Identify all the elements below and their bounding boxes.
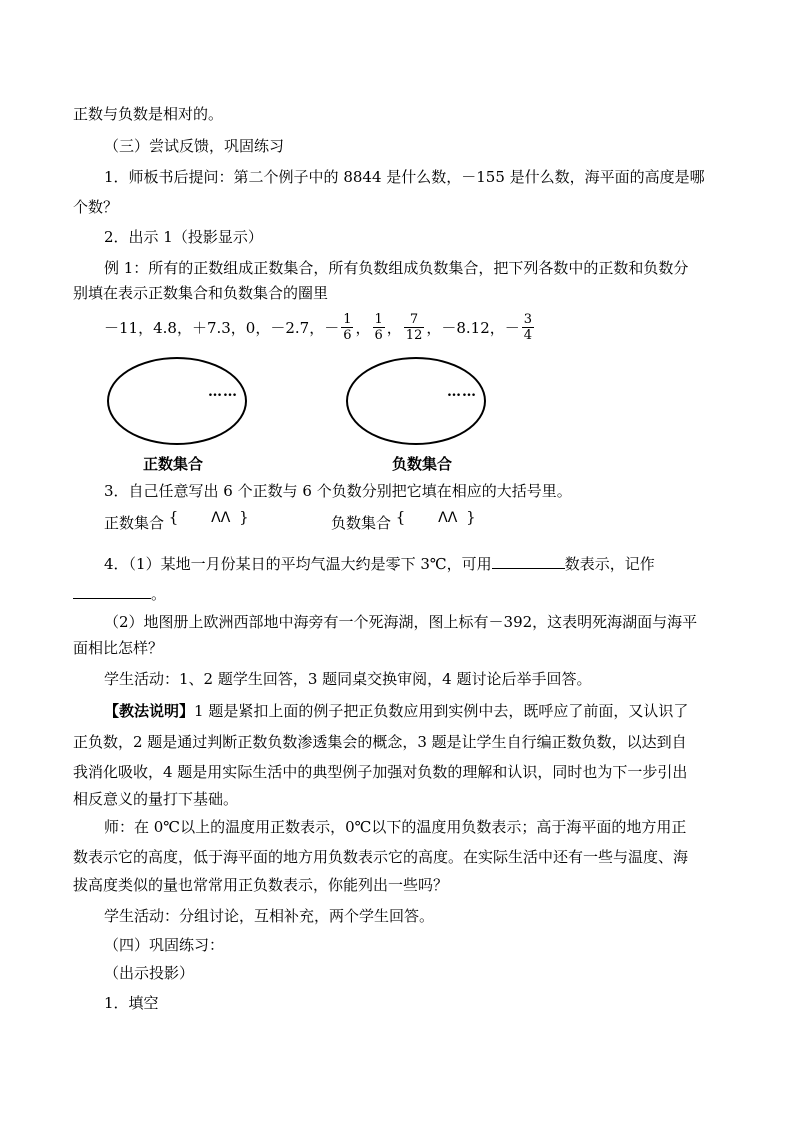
positive-brace-open: { [168, 508, 179, 526]
question-4-period: 。 [151, 585, 167, 603]
number-list-part-1: －11，4.8，＋7.3，0，－2.7，－ [104, 318, 340, 337]
negative-brace-label: 负数集合 [331, 514, 392, 532]
method-note-line-2: 正负数，2 题是通过判断正数负数渗透集会的概念，3 题是让学生自行编正数负数，以达到自 [73, 733, 687, 751]
fraction-3-numerator: 7 [404, 312, 425, 328]
fraction-2 [373, 312, 385, 343]
fraction-4-numerator: 3 [523, 311, 533, 327]
fraction-1-denominator: 6 [343, 327, 352, 343]
teacher-line-3: 拔高度类似的量也常常用正负数表示，你能列出一些吗？ [73, 876, 449, 894]
fraction-2-denominator: 6 [374, 327, 383, 343]
fraction-4 [522, 312, 534, 343]
method-note-tag: 【教法说明】 [104, 702, 195, 720]
intro-text: 正数与负数是相对的。 [73, 105, 224, 123]
method-note-text: 1 题是紧扣上面的例子把正负数应用到实例中去，既呼应了前面，又认识了 [194, 702, 689, 720]
answer-blank-2[interactable] [73, 582, 151, 599]
student-activity-1: 学生活动：1、2 题学生回答，3 题同桌交换审阅，4 题讨论后举手回答。 [104, 670, 592, 688]
question-4-text-a: 4．（1）某地一月份某日的平均气温大约是零下 3℃，可用 [104, 555, 492, 573]
section-3-title: （三）尝试反馈，巩固练习 [104, 137, 285, 155]
question-2: 2．出示 1（投影显示） [104, 228, 263, 246]
student-activity-2: 学生活动：分组讨论，互相补充，两个学生回答。 [104, 907, 435, 925]
negative-set-ellipse [346, 357, 486, 445]
positive-brace-label: 正数集合 [104, 514, 165, 532]
positive-set-dots: …… [208, 384, 238, 400]
show-projection: （出示投影） [104, 964, 195, 982]
positive-brace-content: ΛΛ [211, 510, 231, 526]
positive-brace-close: } [239, 508, 249, 526]
question-1-line-2: 个数？ [73, 198, 119, 216]
method-note-line-4: 相反意义的量打下基础。 [73, 790, 239, 808]
question-4-part-2-line-1: （2）地图册上欧洲西部地中海旁有一个死海湖，图上标有－392，这表明死海湖面与海平 [104, 613, 698, 631]
negative-set-dots: …… [447, 384, 477, 400]
fraction-1-numerator: 1 [343, 311, 352, 327]
number-list-part-2: ，－8.12，－ [426, 318, 520, 337]
negative-brace-close: } [466, 508, 476, 526]
method-note-line-1 [104, 701, 688, 721]
fraction-3-denominator: 12 [405, 327, 423, 343]
separator-1: ， [355, 318, 371, 337]
method-note-line-3: 我消化吸收，4 题是用实际生活中的典型例子加强对负数的理解和认识，同时也为下一步引出 [73, 763, 688, 781]
positive-set-label: 正数集合 [143, 455, 204, 473]
separator-2: ， [386, 318, 402, 337]
positive-brace-set [104, 508, 249, 534]
question-4-part-1-line-2 [73, 582, 166, 604]
fill-in-title: 1．填空 [104, 994, 159, 1012]
fraction-3 [404, 312, 425, 343]
positive-set-ellipse [107, 357, 247, 445]
negative-set-label: 负数集合 [392, 455, 453, 473]
teacher-line-2: 数表示它的高度，低于海平面的地方用负数表示它的高度。在实际生活中还有一些与温度、海 [73, 848, 689, 866]
negative-brace-set [331, 508, 476, 534]
question-1-line-1: 1．师板书后提问：第二个例子中的 8844 是什么数，－155 是什么数，海平面的高度是哪 [104, 168, 705, 186]
negative-brace-content: ΛΛ [438, 510, 458, 526]
section-4-title: （四）巩固练习： [104, 936, 225, 954]
example-1-line-1: 例 1：所有的正数组成正数集合，所有负数组成负数集合，把下列各数中的正数和负数分 [104, 259, 689, 277]
fraction-4-denominator: 4 [523, 327, 533, 343]
number-list [104, 309, 536, 345]
fraction-1 [341, 312, 353, 343]
fraction-2-numerator: 1 [374, 311, 383, 327]
question-4-part-1-line-1 [104, 552, 655, 574]
example-1-line-2: 别填在表示正数集合和负数集合的圈里 [73, 284, 329, 302]
question-4-text-b: 数表示，记作 [564, 555, 655, 573]
teacher-line-1: 师：在 0℃以上的温度用正数表示，0℃以下的温度用负数表示；高于海平面的地方用正 [104, 818, 687, 836]
question-3: 3．自己任意写出 6 个正数与 6 个负数分别把它填在相应的大括号里。 [104, 482, 572, 500]
negative-brace-open: { [395, 508, 406, 526]
question-4-part-2-line-2: 面相比怎样？ [73, 639, 164, 657]
answer-blank-1[interactable] [492, 552, 565, 569]
